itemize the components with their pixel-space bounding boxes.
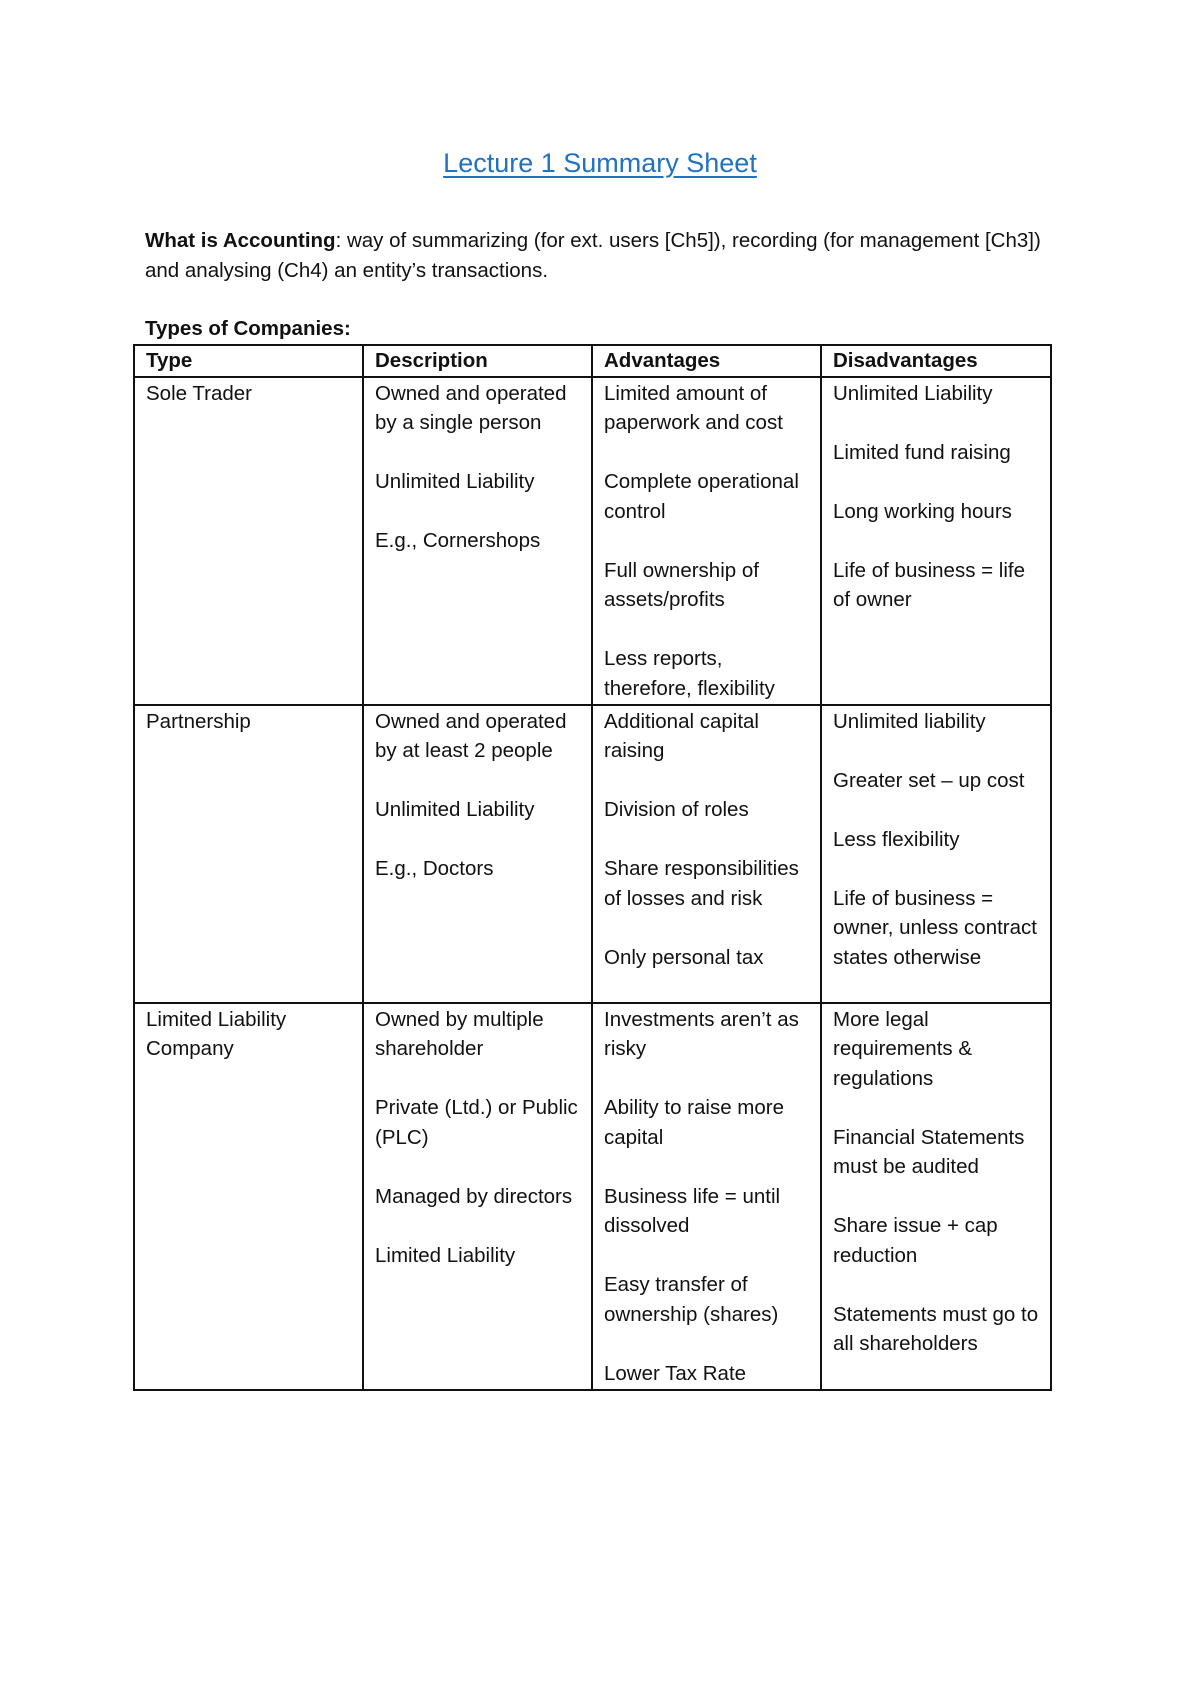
page-title: Lecture 1 Summary Sheet <box>443 148 757 178</box>
cell-description: Owned by multiple shareholder Private (Ltd.) or Public (PLC) Managed by directors Limited Liability <box>363 1003 592 1390</box>
definition-term: What is Accounting <box>145 229 336 252</box>
cell-advantages: Additional capital raising Division of roles Share responsibilities of losses and risk Only personal tax <box>592 705 821 1003</box>
header-advantages: Advantages <box>592 345 821 377</box>
accounting-definition <box>145 226 1065 286</box>
cell-disadvantages: More legal requirements & regulations Financial Statements must be audited Share issue + cap reduction Statements must go to all shareholders <box>821 1003 1051 1390</box>
cell-disadvantages: Unlimited Liability Limited fund raising Long working hours Life of business = life of owner <box>821 377 1051 705</box>
cell-description: Owned and operated by a single person Unlimited Liability E.g., Cornershops <box>363 377 592 705</box>
table-row <box>134 377 1051 705</box>
table-header-row <box>134 345 1051 377</box>
company-types-table <box>133 344 1052 1391</box>
section-heading: Types of Companies: <box>145 317 351 340</box>
cell-disadvantages: Unlimited liability Greater set – up cost Less flexibility Life of business = owner, unless contract states otherwise <box>821 705 1051 1003</box>
table-row <box>134 1003 1051 1390</box>
cell-type: Sole Trader <box>134 377 363 705</box>
table-row <box>134 705 1051 1003</box>
cell-type: Partnership <box>134 705 363 1003</box>
cell-advantages: Limited amount of paperwork and cost Complete operational control Full ownership of assets/profits Less reports, therefore, flexibility <box>592 377 821 705</box>
cell-type: Limited Liability Company <box>134 1003 363 1390</box>
header-disadvantages: Disadvantages <box>821 345 1051 377</box>
definition-text: : way of summarizing (for ext. users [Ch5]), recording (for management [Ch3]) and analysing (Ch4) an entity’s transactions. <box>145 229 1041 282</box>
header-description: Description <box>363 345 592 377</box>
cell-advantages: Investments aren’t as risky Ability to raise more capital Business life = until dissolved Easy transfer of ownership (shares) Lower Tax Rate <box>592 1003 821 1390</box>
header-type: Type <box>134 345 363 377</box>
cell-description: Owned and operated by at least 2 people Unlimited Liability E.g., Doctors <box>363 705 592 1003</box>
